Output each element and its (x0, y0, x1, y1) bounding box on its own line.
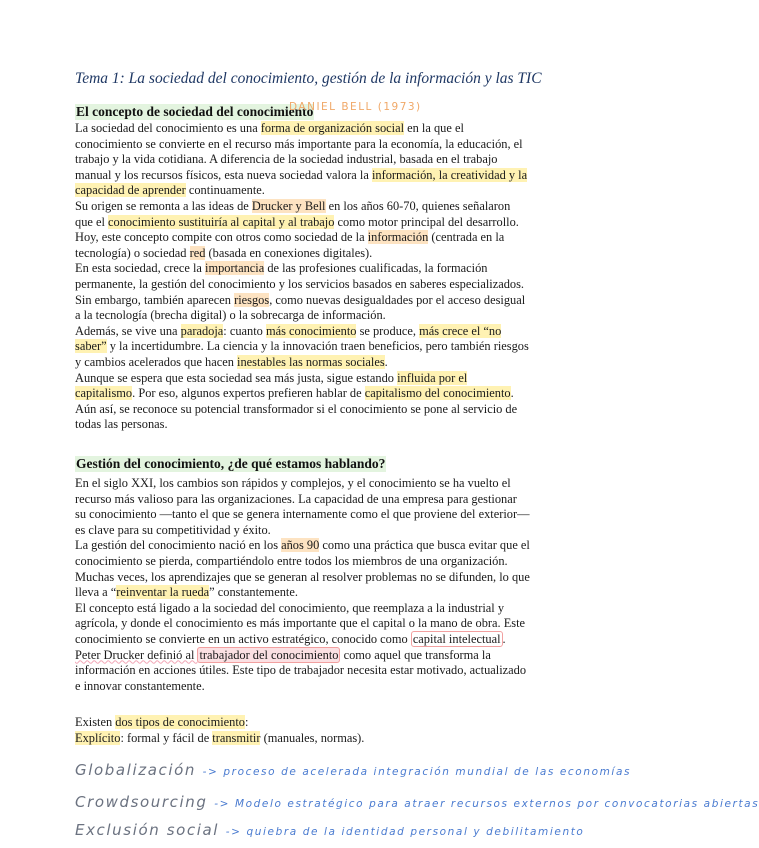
highlight: riesgos (234, 292, 270, 307)
handwritten-note-globalizacion: Globalización -> proceso de acelerada integración mundial de las economías (75, 761, 632, 779)
section-heading-gestion: Gestión del conocimiento, ¿de qué estamos hablando? (76, 456, 386, 471)
highlight: reinventar la rueda (116, 585, 210, 600)
highlight: información, la creatividad y la capacidad de aprender (75, 167, 528, 198)
document-title: Tema 1: La sociedad del conocimiento, gestión de la información y las TIC (75, 70, 542, 87)
highlight: transmitir (212, 730, 261, 745)
paragraph: Su origen se remonta a las ideas de Drucker y Bell en los años 60-70, quienes señalaron que el conocimiento sustituiría al capital y al trabajo como motor principal del desarrollo. Hoy, este concepto compite con otros como sociedad de la información (centrada en la tecnología) o sociedad red (basada en conexiones digitales). (75, 198, 519, 260)
section-heading-sociedad: El concepto de sociedad del conocimiento (76, 104, 314, 119)
highlight: forma de organización social (260, 121, 405, 135)
paragraph: La sociedad del conocimiento es una forma de organización social en la que el conocimiento se convierte en el recurso más importante para la economía, la educación, el trabajo y la vida cotidiana. A diferencia de la sociedad industrial, basada en el trabajo manual y los recursos físicos, esta nueva sociedad valora la información, la creatividad y la capacidad de aprender continuamente. (75, 121, 528, 198)
paragraph: Peter Drucker definió al trabajador del conocimiento como aquel que transforma la información en acciones útiles. Este tipo de trabajador necesita estar motivado, actualizado e innovar constantemente. (75, 647, 527, 693)
highlight: conocimiento sustituiría al capital y al trabajo (108, 214, 335, 229)
highlight: importancia (205, 261, 265, 276)
highlight: más conocimiento (265, 323, 357, 338)
circled-term: trabajador del conocimiento (199, 647, 339, 662)
paragraph: En esta sociedad, crece la importancia de las profesiones cualificadas, la formación permanente, la gestión del conocimiento y los servicios basados en saberes especializados. Sin embargo, también aparecen riesgos, como nuevas desigualdades por el acceso desigual a la tecnología (brecha digital) o la sobrecarga de información. (75, 261, 526, 323)
paragraph: En el siglo XXI, los cambios son rápidos y complejos, y el conocimiento se ha vuelto el recurso más valioso para las organizaciones. La capacidad de una empresa para gestionar su conocimiento —tanto el que se genera internamente como el que proviene del exterior— es clave para su competitividad y éxito. (75, 476, 530, 537)
handwritten-note-crowdsourcing: Crowdsourcing -> Modelo estratégico para atraer recursos externos por convocatorias abiertas (75, 793, 759, 811)
underlined-name: Peter Drucker definió al (75, 647, 198, 662)
section-body-sociedad (75, 121, 530, 433)
circled-term: capital intelectual (412, 631, 501, 646)
highlight: paradoja (180, 323, 224, 338)
highlight: Drucker y Bell (251, 198, 326, 213)
knowledge-types (75, 715, 530, 746)
paragraph: Aunque se espera que esta sociedad sea más justa, sigue estando influida por el capitalismo. Por eso, algunos expertos prefieren hablar de capitalismo del conocimiento. Aún así, se reconoce su potencial transformador si el conocimiento se pone al servicio de todas las personas. (75, 370, 518, 432)
highlight: red (189, 245, 206, 260)
paragraph: El concepto está ligado a la sociedad del conocimiento, que reemplaza a la industrial y agrícola, y donde el conocimiento es más importante que el capital o la mano de obra. Este conocimiento se convierte en un activo estratégico, conocido como capital intelectual . (75, 600, 526, 646)
paragraph: Además, se vive una paradoja: cuanto más conocimiento se produce, más crece el “no saber” y la incertidumbre. La ciencia y la innovación traen beneficios, pero también riesgos y cambios acelerados que hacen inestables las normas sociales. (75, 323, 529, 369)
paragraph: La gestión del conocimiento nació en los años 90 como una práctica que busca evitar que el conocimiento se pierda, compartiéndolo entre todos los miembros de una organización. Muchas veces, los aprendizajes que se generan al resolver problemas no se difunden, lo que lleva a “reinventar la rueda” constantemente. (75, 538, 530, 600)
section-body-gestion (75, 476, 530, 694)
handwritten-margin-note: DANIEL BELL (1973) (289, 101, 422, 113)
highlight: dos tipos de conocimiento (115, 715, 246, 729)
highlight: capitalismo del conocimiento (364, 386, 511, 401)
highlight: años 90 (281, 538, 320, 553)
highlight: más crece el “no saber” (75, 323, 502, 354)
highlight: información (367, 230, 429, 245)
handwritten-note-exclusion: Exclusión social -> quiebra de la identidad personal y debilitamiento (75, 821, 585, 839)
highlight: Explícito (75, 730, 121, 745)
types-explicit-line: Explícito: formal y fácil de transmitir (manuales, normas). (75, 730, 365, 745)
highlight: influida por el capitalismo (75, 370, 468, 401)
types-intro-line: Existen dos tipos de conocimiento: (75, 715, 249, 729)
highlight: inestables las normas sociales (237, 354, 385, 369)
